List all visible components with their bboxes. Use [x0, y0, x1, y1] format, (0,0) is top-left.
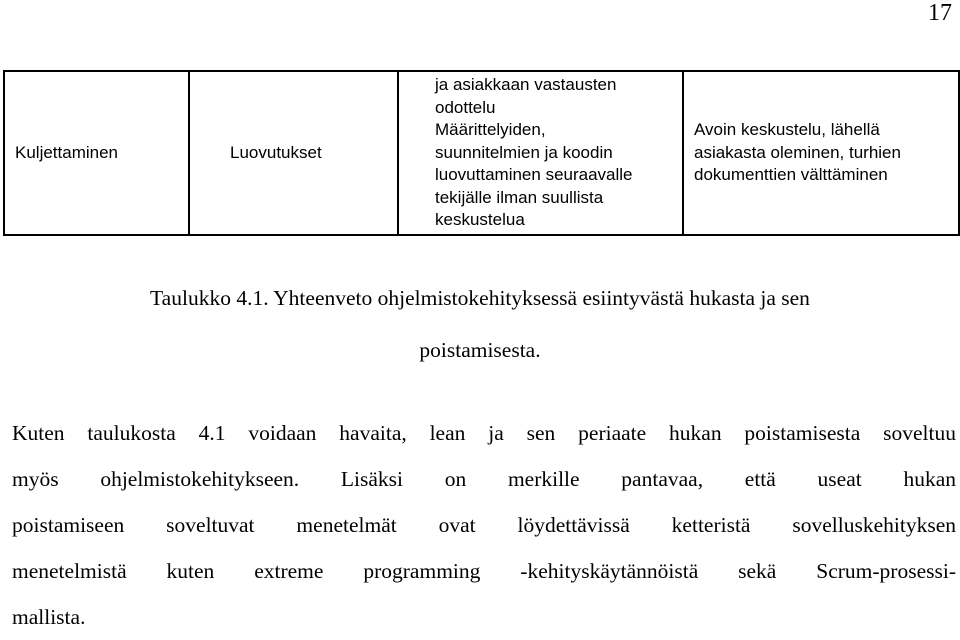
table-cell-phase: Kuljettaminen: [4, 71, 189, 235]
description-line: keskustelua: [435, 210, 525, 229]
description-line: odottelu: [435, 97, 496, 117]
remedy-line: dokumenttien välttäminen: [694, 165, 888, 184]
table-cell-waste: Luovutukset: [189, 71, 398, 235]
paragraph-line: poistamiseen soveltuvat menetelmät ovat löydettävissä ketteristä sovelluskehityksen: [12, 513, 956, 537]
description-line: tekijälle ilman suullista: [435, 187, 604, 207]
paragraph-line: Kuten taulukosta 4.1 voidaan havaita, lean ja sen periaate hukan poistamisesta soveltuu: [12, 421, 956, 445]
description-line: ja asiakkaan vastausten: [435, 75, 617, 94]
table-cell-remedy: [683, 71, 959, 235]
table-cell-description: [398, 71, 683, 235]
paragraph-line: myös ohjelmistokehitykseen. Lisäksi on merkille pantavaa, että useat hukan: [12, 467, 956, 491]
remedy-line: Avoin keskustelu, lähellä: [694, 120, 880, 139]
table-caption: [0, 272, 960, 376]
description-line: Määrittelyiden,: [435, 120, 546, 139]
page-number: 17: [928, 0, 952, 26]
caption-line: poistamisesta.: [419, 338, 541, 362]
paragraph-line: mallista.: [12, 605, 86, 629]
description-line: luovuttaminen seuraavalle: [435, 165, 633, 184]
paragraph-line: menetelmistä kuten extreme programming -kehityskäytännöistä sekä Scrum-prosessi-: [12, 559, 956, 583]
caption-line: Taulukko 4.1. Yhteenveto ohjelmistokehityksessä esiintyvästä hukasta ja sen: [150, 286, 810, 310]
description-line: suunnitelmien ja koodin: [435, 142, 613, 162]
table-row: [4, 71, 959, 235]
waste-summary-table: [3, 70, 960, 236]
remedy-line: asiakasta oleminen, turhien: [694, 142, 901, 162]
body-paragraph: [12, 410, 956, 640]
